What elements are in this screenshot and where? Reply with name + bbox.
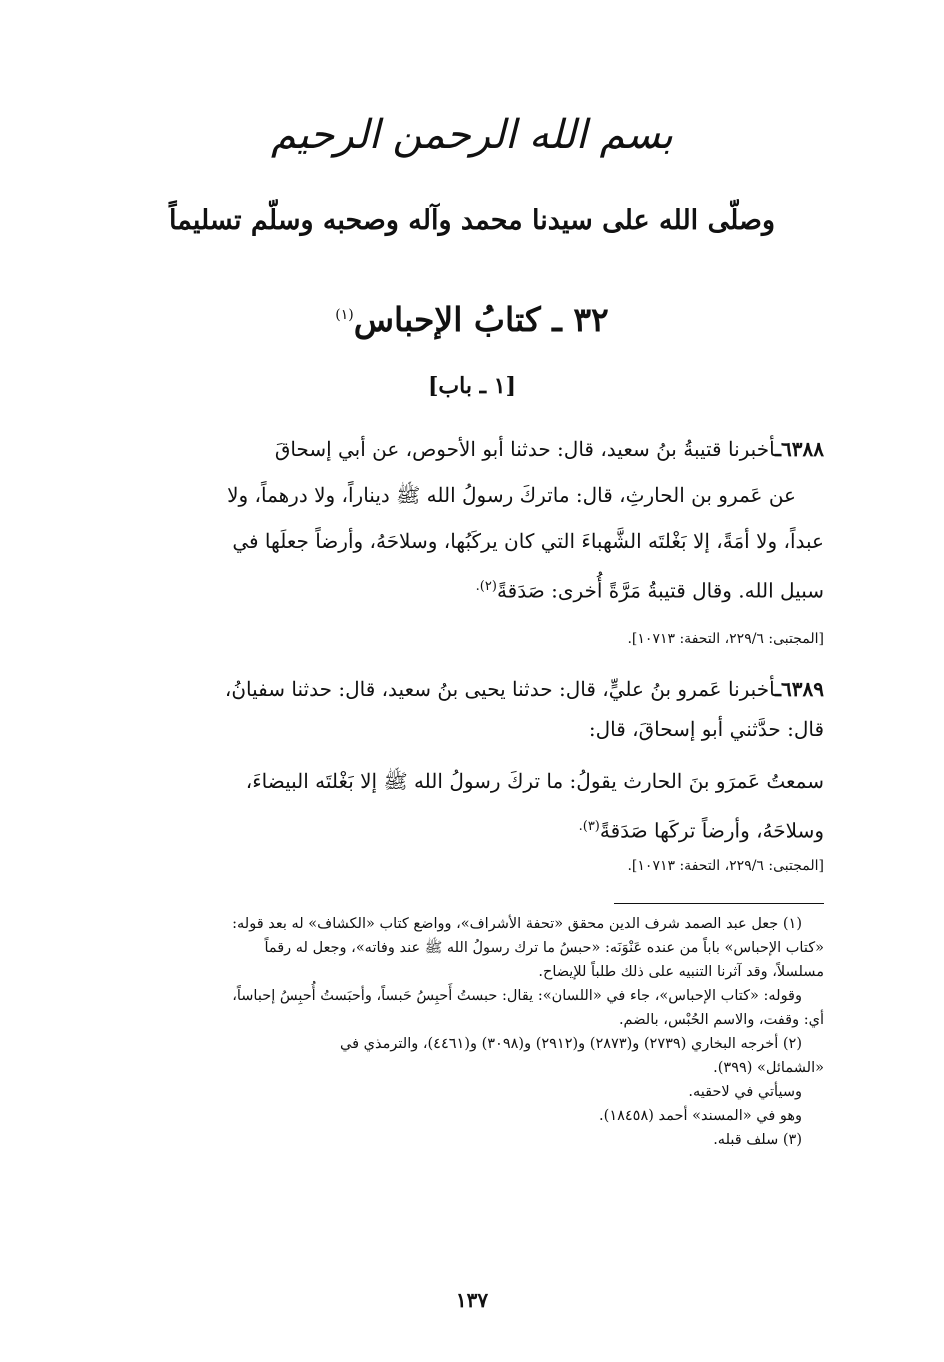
basmala-calligraphy: بسم الله الرحمن الرحيم bbox=[270, 112, 674, 158]
footnote-line: (٣) سلف قبله. bbox=[713, 1132, 802, 1148]
hadith-line bbox=[120, 666, 824, 712]
book-title-footnote-marker: (١) bbox=[335, 307, 354, 323]
bab-heading: [١ ـ باب] bbox=[428, 373, 516, 399]
page-number: ١٣٧ bbox=[455, 1288, 489, 1312]
hadith-footnote-marker: (٣). bbox=[578, 819, 600, 834]
footnote-line: «الشمائل» (٣٩٩). bbox=[713, 1060, 824, 1076]
hadith-line bbox=[120, 426, 824, 472]
book-title-text: ٣٢ ـ كتابُ الإحباس bbox=[353, 300, 609, 339]
footnote-line: وهو في «المسند» أحمد (١٨٤٥٨). bbox=[599, 1108, 802, 1124]
book-title bbox=[120, 300, 824, 339]
hadith-6389-reference: [المجتبى: ٢٢٩/٦، التحفة: ١٠٧١٣]. bbox=[627, 858, 824, 874]
footnote-line: وسيأتي في لاحقيه. bbox=[688, 1084, 802, 1100]
hadith-footnote-marker: (٢). bbox=[475, 579, 497, 594]
footnote-line: (٢) أخرجه البخاري (٢٧٣٩) و(٢٨٧٣) و(٢٩١٢) و(٣٠٩٨) و(٤٤٦١)، والترمذي في bbox=[340, 1036, 802, 1052]
footnote-line: «كتاب الإحباس» باباً من عنده عَنْوَنَه: «حبسُ ما ترك رسولُ الله ﷺ عند وفاته»، وجعل له رقماً bbox=[264, 940, 824, 956]
footnote-line: وقوله: «كتاب الإحباس»، جاء في «اللسان»: يقال: حبستُ أَحبِسُ حَبساً، وأحبَستُ أُحبِسُ إحباساً، bbox=[232, 988, 802, 1004]
hadith-line: قال: حدَّثني أبو إسحاقَ، قال: bbox=[588, 717, 824, 741]
hadith-text: أخبرنا عَمرو بنُ عليٍّ، قال: حدثنا يحيى بنُ سعيد، قال: حدثنا سفيانُ، bbox=[224, 677, 776, 701]
hadith-6389 bbox=[120, 666, 824, 746]
hadith-text: سبيل الله. وقال قتيبةُ مَرَّةً أُخرى: صَدَقةً bbox=[496, 578, 824, 603]
hadith-line: عن عَمرو بن الحارثِ، قال: ماتركَ رسولُ الله ﷺ ديناراً، ولا درهماً، ولا bbox=[227, 483, 796, 507]
hadith-number: ٦٣٨٨ـ bbox=[775, 437, 824, 461]
salawat-heading: وصلّى الله على سيدنا محمد وآله وصحبه وسلّم تسليماً bbox=[168, 205, 775, 236]
hadith-text: وسلاحَهُ، وأرضاً تركَها صَدَقةً bbox=[599, 818, 824, 843]
hadith-6388 bbox=[120, 426, 824, 614]
hadith-line: عبداً، ولا أمَةً، إلا بَغْلتَه الشَّهباءَ التي كان يركَبُها، وسلاحَهُ، وأرضاً جعلَها في bbox=[232, 529, 824, 553]
hadith-6388-reference: [المجتبى: ٢٢٩/٦، التحفة: ١٠٧١٣]. bbox=[627, 631, 824, 647]
hadith-number: ٦٣٨٩ـ bbox=[775, 677, 824, 701]
hadith-6389-matn bbox=[120, 758, 824, 854]
hadith-text: أخبرنا قتيبةُ بنُ سعيد، قال: حدثنا أبو الأحوص، عن أبي إسحاقَ bbox=[274, 437, 776, 461]
footnote-line: (١) جعل عبد الصمد شرف الدين محقق «تحفة الأشراف»، وواضع كتاب «الكشاف» له بعد قوله: bbox=[232, 916, 802, 932]
footnote-line: مسلسلاً، وقد آثرنا التنبيه على ذلك طلباً للإيضاح. bbox=[538, 964, 824, 980]
hadith-line bbox=[120, 564, 824, 614]
footnote-divider bbox=[614, 903, 824, 904]
footnote-line: أي: وقفت، والاسم الحُبْس، بالضم. bbox=[618, 1012, 824, 1028]
hadith-line bbox=[120, 804, 824, 854]
hadith-line: سمعتُ عَمرَو بنَ الحارث يقولُ: ما تركَ رسولُ الله ﷺ إلا بَغْلتَه البيضاءَ، bbox=[245, 769, 824, 793]
footnotes bbox=[120, 912, 824, 1152]
